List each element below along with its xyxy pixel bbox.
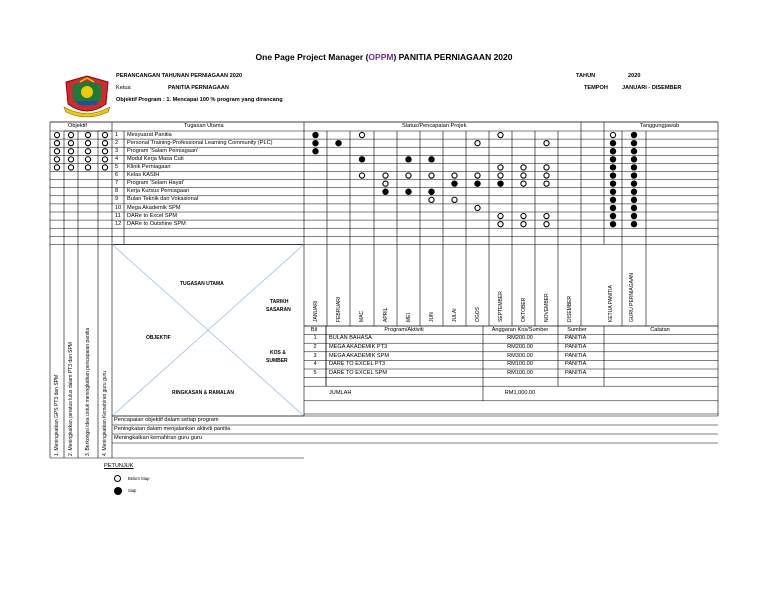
resp-mark: [610, 197, 616, 203]
x-ringkasan: RINGKASAN & RAMALAN: [172, 390, 234, 396]
budget-header: Program/Aktiviti: [384, 326, 424, 333]
task-number: 8: [115, 188, 119, 195]
task-name: DARe to Excel SPM: [127, 212, 178, 219]
task-name: Mesyuarat Panitia: [127, 131, 172, 138]
month-label: MEI: [405, 313, 412, 322]
task-name: Mega Akademik SPM: [127, 204, 181, 211]
objective-vertical: 2. Meningkatkan peratus lulus dalam PT3 dan SPM: [68, 342, 74, 456]
x-sasaran: SASARAN: [266, 307, 291, 313]
summary-item: Pencapaian objektif dalam setiap program: [114, 417, 219, 423]
budget-header: Catatan: [650, 326, 670, 333]
resp-mark: [610, 156, 616, 162]
responsible-label: KETUA PANITIA: [608, 285, 614, 322]
status-open-mark: [521, 222, 526, 227]
month-label: SEPTEMBER: [497, 291, 504, 322]
budget-cost: RM100.00: [507, 361, 533, 368]
budget-bil: 2: [313, 344, 317, 350]
status-open-mark: [544, 213, 549, 218]
x-tugasan-utama: TUGASAN UTAMA: [180, 281, 224, 287]
status-open-mark: [383, 181, 388, 186]
resp-mark: [631, 180, 637, 186]
status-open-mark: [544, 165, 549, 170]
legend-filled-label: Siap: [128, 488, 137, 493]
month-label: NOVEMBER: [543, 293, 550, 322]
status-filled-mark: [451, 180, 457, 186]
status-open-mark: [498, 165, 503, 170]
task-name: Program 'Selam Hayat': [127, 180, 185, 187]
tanggungjawab-header: Tanggungjawab: [640, 123, 680, 129]
task-number: 6: [115, 172, 119, 179]
ketua-label: Ketua: [116, 85, 131, 91]
status-filled-mark: [405, 156, 411, 162]
status-open-mark: [452, 197, 457, 202]
resp-mark: [610, 180, 616, 186]
status-open-mark: [521, 165, 526, 170]
budget-source: PANITIA: [565, 369, 587, 376]
x-tarikh: TARIKH: [270, 299, 289, 305]
objektif-mark: [102, 157, 107, 162]
month-label: DISEMBER: [566, 295, 573, 322]
resp-mark: [631, 213, 637, 219]
status-open-mark: [498, 173, 503, 178]
objektif-mark: [54, 149, 59, 154]
objektif-mark: [54, 157, 59, 162]
month-label: JANUARI: [312, 300, 319, 322]
ketua-value: PANITIA PERNIAGAAN: [168, 85, 229, 91]
resp-mark: [631, 221, 637, 227]
task-number: 10: [115, 204, 122, 211]
task-name: Modul Kerja Masa Cuti: [127, 155, 184, 162]
resp-mark: [631, 189, 637, 195]
budget-bil: 3: [313, 352, 317, 359]
resp-mark: [610, 205, 616, 211]
resp-mark: [610, 189, 616, 195]
month-label: FEBRUARI: [335, 296, 342, 322]
objektif-mark: [54, 165, 59, 170]
status-open-mark: [544, 222, 549, 227]
resp-mark: [610, 148, 616, 154]
status-filled-mark: [312, 132, 318, 138]
budget-source: PANITIA: [565, 344, 587, 350]
resp-mark: [610, 221, 616, 227]
task-number: 1: [115, 131, 119, 138]
objektif-program: Objektif Program : 1. Mencapai 100 % program yang dirancang: [116, 97, 283, 103]
budget-activity: MEGA AKADEMIK PT3: [329, 344, 388, 350]
budget-activity: DARE TO EXCEL SPM: [329, 369, 388, 376]
objektif-mark: [85, 157, 90, 162]
task-name: Kelas KASIH: [127, 172, 160, 179]
objektif-mark: [54, 141, 59, 146]
task-number: 5: [115, 164, 119, 170]
budget-source: PANITIA: [565, 352, 587, 359]
x-kos: KOS &: [270, 350, 286, 356]
responsible-label: GURU PERNIAGAAN: [629, 273, 635, 322]
tempoh-label: TEMPOH: [584, 85, 608, 91]
status-filled-mark: [497, 180, 503, 186]
status-filled-mark: [405, 189, 411, 195]
budget-total-value: RM1,000.00: [504, 390, 536, 397]
objective-vertical: 3. Berkongsi idea untuk meningkatkan pencapaian panitia: [85, 327, 91, 456]
task-number: 12: [115, 220, 122, 227]
resp-mark: [631, 197, 637, 203]
summary-item: Peningkatan dalam menjalankan aktiviti panitia: [114, 426, 231, 432]
legend-open-label: Belum Siap: [128, 476, 150, 481]
status-open-mark: [544, 181, 549, 186]
budget-activity: BULAN BAHASA: [329, 335, 372, 342]
status-open-mark: [521, 213, 526, 218]
objective-vertical: 4. Meningkatkan Kemahiran guru guru: [102, 370, 108, 456]
task-number: 11: [115, 212, 121, 219]
objektif-mark: [54, 132, 59, 137]
objektif-mark: [68, 157, 73, 162]
status-open-mark: [521, 181, 526, 186]
status-open-mark: [359, 132, 364, 137]
objektif-mark: [68, 149, 73, 154]
status-header: Status/Pencapaian Projek: [402, 123, 467, 129]
budget-header: Anggaran Kos/Sumber: [491, 326, 549, 333]
status-open-mark: [521, 173, 526, 178]
objektif-mark: [102, 165, 107, 170]
status-open-mark: [475, 205, 480, 210]
budget-activity: DARE TO EXCEL PT3: [329, 361, 386, 368]
budget-header: Bil: [310, 326, 318, 333]
budget-bil: 1: [313, 335, 317, 342]
task-name: Program 'Salam Perniagaan': [127, 147, 199, 154]
objektif-mark: [102, 141, 107, 146]
budget-cost: RM300.00: [507, 352, 533, 359]
budget-cost: RM200.00: [507, 335, 533, 342]
budget-bil: 4: [313, 361, 317, 368]
status-filled-mark: [335, 140, 341, 146]
filled-circle-icon: [114, 487, 122, 495]
month-label: JUN: [428, 312, 435, 322]
open-circle-icon: [114, 475, 121, 482]
month-label: MAC: [359, 310, 365, 322]
resp-mark: [610, 164, 616, 170]
resp-mark: [610, 140, 616, 146]
resp-mark: [631, 164, 637, 170]
budget-activity: MEGA AKADEMIK SPM: [329, 352, 389, 359]
status-open-mark: [429, 173, 434, 178]
budget-total-label: JUMLAH: [329, 390, 352, 397]
resp-mark: [631, 205, 637, 211]
x-sumber: SUMBER: [266, 358, 288, 364]
budget-header: Sumber: [567, 326, 587, 333]
page-title: One Page Project Manager (OPPM) PANITIA PERNIAGAAN 2020: [255, 52, 513, 62]
status-open-mark: [544, 141, 549, 146]
objektif-mark: [85, 165, 90, 170]
objektif-mark: [102, 149, 107, 154]
objektif-mark: [85, 132, 90, 137]
tempoh-value: JANUARI - DISEMBER: [622, 85, 682, 91]
task-number: 4: [115, 155, 119, 162]
budget-cost: RM100.00: [507, 369, 533, 376]
status-filled-mark: [312, 148, 318, 154]
status-filled-mark: [474, 180, 480, 186]
task-name: Bulan Teknik dan Vokasional: [127, 196, 199, 203]
summary-item: Meningkatkan kemahiran guru guru: [114, 435, 202, 441]
task-number: 3: [115, 147, 119, 154]
budget-source: PANITIA: [565, 335, 587, 342]
task-name: Kerja Kursus Perniagaan: [127, 188, 190, 195]
status-filled-mark: [312, 140, 318, 146]
resp-mark: [631, 148, 637, 154]
status-filled-mark: [428, 189, 434, 195]
tahun-label: TAHUN: [576, 73, 596, 79]
status-open-mark: [475, 173, 480, 178]
budget-source: PANITIA: [565, 361, 587, 368]
task-number: 9: [115, 196, 119, 203]
status-filled-mark: [382, 189, 388, 195]
x-objektif: OBJEKTIF: [146, 335, 171, 341]
status-open-mark: [498, 222, 503, 227]
resp-mark: [610, 213, 616, 219]
objektif-header: Objektif: [68, 123, 87, 129]
resp-mark: [610, 172, 616, 178]
plan-title: PERANCANGAN TAHUNAN PERNIAGAAN 2020: [116, 73, 243, 79]
status-open-mark: [452, 173, 457, 178]
resp-mark: [631, 140, 637, 146]
status-filled-mark: [428, 156, 434, 162]
tahun-value: 2020: [628, 73, 641, 79]
objektif-mark: [68, 132, 73, 137]
budget-cost: RM200.00: [507, 344, 533, 350]
status-open-mark: [383, 173, 388, 178]
status-open-mark: [406, 173, 411, 178]
status-open-mark: [498, 213, 503, 218]
resp-mark: [631, 156, 637, 162]
task-number: 7: [115, 180, 119, 187]
objective-vertical: 1. Meningkatkan GPS PT3 dan SPM: [54, 374, 60, 456]
task-number: 2: [115, 139, 119, 146]
status-open-mark: [475, 141, 480, 146]
oppm-highlight: OPPM: [368, 52, 394, 62]
objektif-mark: [68, 141, 73, 146]
task-name: Personal Training-Professional Learning Community (PLC): [127, 139, 273, 146]
month-label: OGOS: [474, 306, 481, 322]
objektif-mark: [85, 141, 90, 146]
objektif-mark: [68, 165, 73, 170]
budget-bil: 5: [313, 369, 317, 376]
status-open-mark: [359, 173, 364, 178]
resp-mark: [631, 172, 637, 178]
status-open-mark: [544, 173, 549, 178]
tugasan-utama-header: Tugasan Utama: [184, 123, 224, 129]
month-label: OKTOBER: [520, 297, 527, 322]
legend-title: PETUNJUK: [104, 463, 134, 469]
objektif-mark: [102, 132, 107, 137]
month-label: JULAI: [451, 308, 458, 322]
objektif-mark: [85, 149, 90, 154]
status-open-mark: [498, 132, 503, 137]
resp-mark: [631, 132, 637, 138]
status-filled-mark: [359, 156, 365, 162]
task-name: DARe to Outshine SPM: [127, 220, 186, 227]
task-name: Klinik Perniagaan: [127, 164, 171, 170]
month-label: APRIL: [382, 307, 389, 322]
resp-mark: [610, 132, 615, 137]
status-open-mark: [429, 197, 434, 202]
